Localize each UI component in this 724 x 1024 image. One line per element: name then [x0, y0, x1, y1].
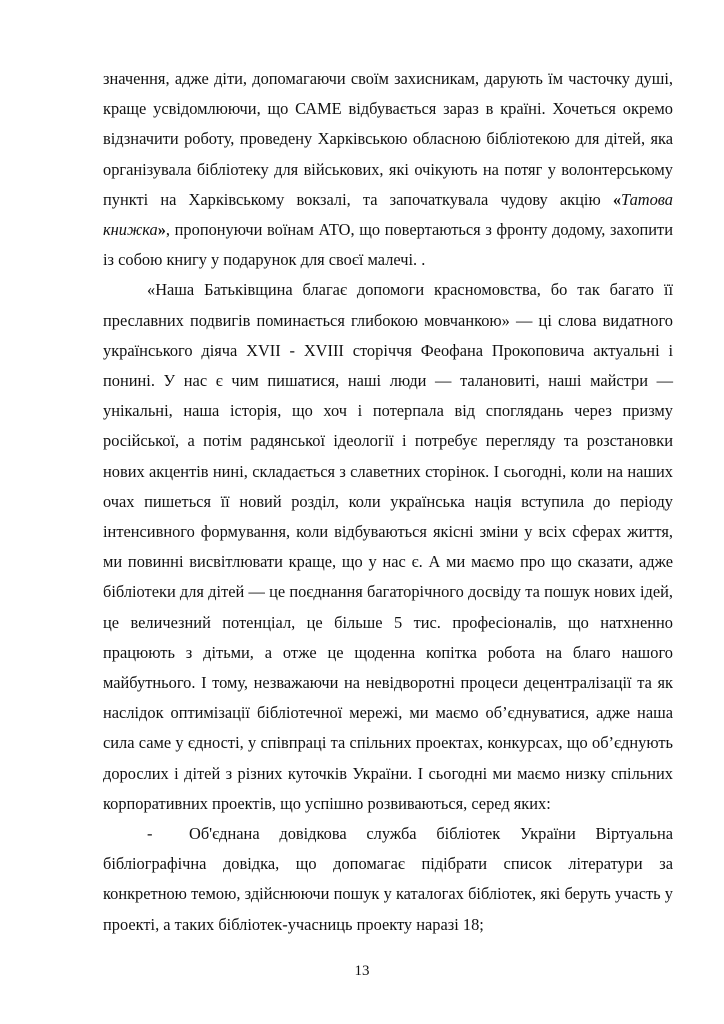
- paragraph-1-text-start: значення, адже діти, допомагаючи своїм захисникам, дарують їм часточку душі, краще усвідомлюючи, що САМЕ відбувається зараз в країні. Хочеться окремо відзначити роботу, проведену Харківською обласною бібліотекою для дітей, яка організувала бібліотеку для військових, які очікують на потяг у волонтерському пункті на Харківському вокзалі, та започаткувала чудову акцію: [103, 69, 673, 209]
- list-item-1-text: Об'єднана довідкова служба бібліотек України Віртуальна бібліографічна довідка, що допомагає підібрати список літератури за конкретною темою, здійснюючи пошук у каталогах бібліотек, які беруть участь у проекті, а таких бібліотек-учасниць проекту наразі 18;: [103, 824, 673, 934]
- paragraph-1: [103, 64, 673, 275]
- body-text: [103, 64, 673, 940]
- paragraph-2: «Наша Батьківщина благає допомоги красномовства, бо так багато її преславних подвигів поминається глибокою мовчанкою» — ці слова видатного українського діяча XVII - XVIII сторіччя Феофана Прокоповича актуальні і понині. У нас є чим пишатися, наші люди — талановиті, наші майстри — унікальні, наша історія, що хоч і потерпала від споглядань через призму російської, а потім радянської ідеології і потребує перегляду та розстановки нових акцентів нині, складається з славетних сторінок. І сьогодні, коли на наших очах пишеться її новий розділ, коли українська нація вступила до періоду інтенсивного формування, коли відбуваються якісні зміни у всіх сферах життя, ми повинні висвітлювати краще, що у нас є. А ми маємо про що сказати, адже бібліотеки для дітей — це поєднання багаторічного досвіду та пошук нових ідей, це величезний потенціал, це більше 5 тис. професіоналів, що натхненно працюють з дітьми, а отже це щоденна копітка робота на благо нашого майбутнього. І тому, незважаючи на невідворотні процеси децентралізації та як наслідок оптимізації бібліотечної мережі, ми маємо об’єднуватися, адже наша сила саме у єдності, у співпраці та спільних проектах, конкурсах, що об’єднують дорослих і дітей з різних куточків України. І сьогодні ми маємо низку спільних корпоративних проектів, що успішно розвиваються, серед яких:: [103, 280, 673, 813]
- quote-open-mark: «: [612, 189, 622, 209]
- page-number: 13: [354, 963, 370, 979]
- italic-title-tatova-knyzhka: Татова книжка: [103, 189, 673, 240]
- paragraph-1-text-end: , пропонуючи воїнам АТО, що повертаються з фронту додому, захопити із собою книгу у подарунок для своєї малечі. .: [103, 220, 673, 270]
- quote-close-mark: »: [157, 220, 166, 240]
- list-item-1: [103, 819, 673, 940]
- list-item-1-marker: -: [147, 824, 153, 844]
